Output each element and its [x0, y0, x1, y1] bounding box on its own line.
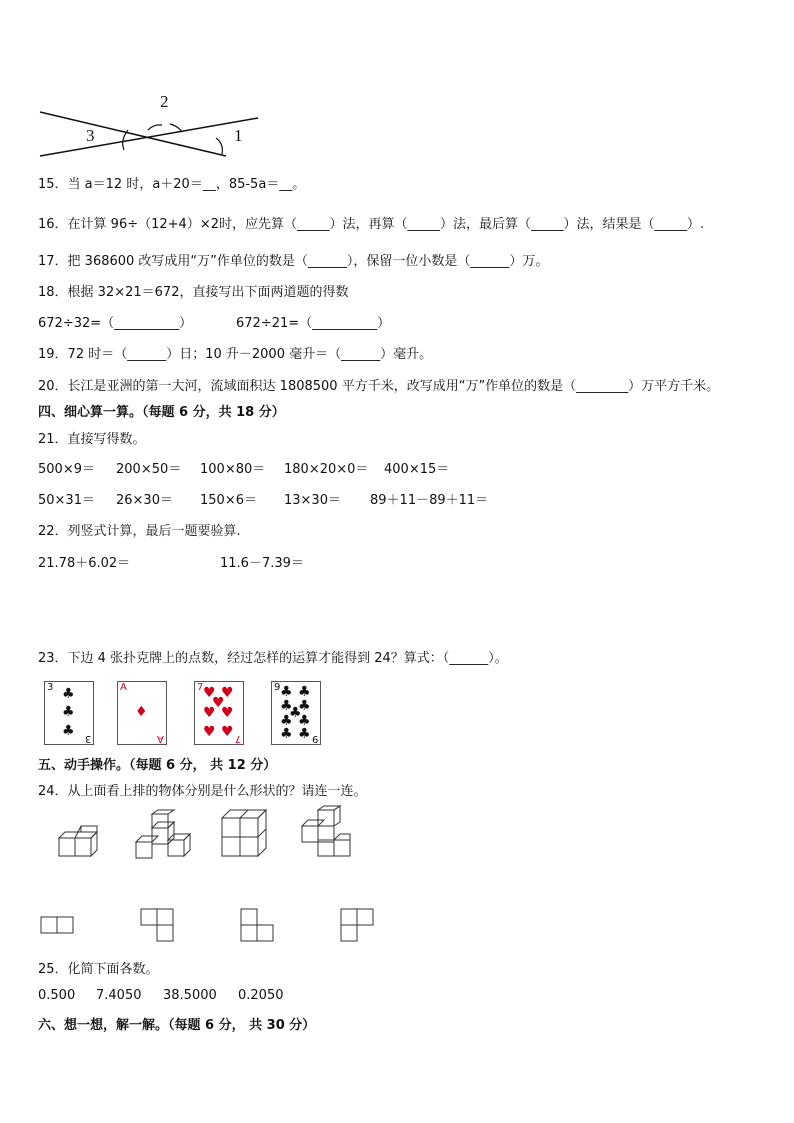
q21-r1-c3: 100×80＝ [200, 462, 266, 477]
club-icon: ♣ [298, 684, 311, 700]
question-20: 20．长江是亚洲的第一大河，流域面积达 1808500 平方千米，改写成用“万”作单位的数是（________）万平方千米。 [38, 379, 720, 394]
heart-icon: ♥ [221, 705, 234, 721]
cube-object-4 [298, 806, 354, 858]
playing-card-a-diamonds [117, 681, 167, 745]
question-16: 16．在计算 96÷（12+4）×2时，应先算（_____）法，再算（_____）法，最后算（_____）法，结果是（_____）. [38, 217, 705, 232]
club-icon: ♣ [62, 686, 75, 702]
question-15: 15．当 a＝12 时，a＋20＝__，85-5a＝__。 [38, 177, 306, 192]
q25-item-1: 0.500 [38, 988, 76, 1003]
angle-label-2: 2 [160, 92, 169, 111]
q21-r1-c2: 200×50＝ [116, 462, 182, 477]
section-5-heading: 五、动手操作。（每题 6 分， 共 12 分） [38, 758, 277, 773]
card-rank: 7 [197, 682, 204, 693]
club-icon: ♣ [280, 698, 293, 714]
angle-arc-2b [170, 124, 182, 132]
club-icon: ♣ [289, 705, 302, 721]
heart-icon: ♥ [203, 724, 216, 740]
question-22-item-2: 11.6－7.39＝ [220, 556, 304, 571]
club-icon: ♣ [280, 713, 293, 729]
angle-line-a [40, 112, 226, 156]
question-18-item-2: 672÷21=（__________） [236, 316, 391, 331]
club-icon: ♣ [298, 726, 311, 742]
q21-r2-c4: 13×30＝ [284, 493, 341, 508]
cube-object-3 [220, 808, 270, 860]
card-rank: 9 [311, 733, 318, 744]
q21-r2-c3: 150×6＝ [200, 493, 257, 508]
heart-icon: ♥ [203, 685, 216, 701]
q25-item-2: 7.4050 [96, 988, 142, 1003]
question-17: 17．把 368600 改写成用“万”作单位的数是（______），保留一位小数是（______）万。 [38, 254, 549, 269]
club-icon: ♣ [298, 713, 311, 729]
club-icon: ♣ [62, 704, 75, 720]
cube-object-2 [134, 810, 190, 862]
card-rank: A [120, 682, 127, 693]
top-view-shape-2 [140, 908, 180, 948]
angle-arc-2a [148, 125, 162, 130]
diamond-icon: ♦ [135, 704, 148, 720]
top-view-shape-4 [340, 908, 380, 948]
card-rank: A [157, 733, 164, 744]
angle-label-3: 3 [86, 126, 95, 145]
angle-arc-1 [216, 138, 222, 154]
question-24: 24．从上面看上排的物体分别是什么形状的？请连一连。 [38, 784, 367, 799]
question-22-item-1: 21.78＋6.02＝ [38, 556, 131, 571]
top-view-shape-1 [40, 916, 80, 940]
angle-line-b [40, 118, 258, 156]
q25-item-3: 38.5000 [163, 988, 217, 1003]
section-4-heading: 四、细心算一算。（每题 6 分，共 18 分） [38, 405, 285, 420]
q21-r1-c4: 180×20×0＝ [284, 462, 369, 477]
q21-r1-c5: 400×15＝ [384, 462, 450, 477]
card-rank: 3 [47, 682, 54, 693]
question-18-item-1: 672÷32=（__________） [38, 316, 193, 331]
angle-label-1: 1 [234, 126, 243, 145]
card-rank: 7 [234, 733, 241, 744]
playing-card-9-clubs [271, 681, 321, 745]
top-view-shape-3 [240, 908, 280, 948]
q21-r2-c2: 26×30＝ [116, 493, 173, 508]
question-25: 25．化简下面各数。 [38, 962, 159, 977]
heart-icon: ♥ [221, 685, 234, 701]
question-22: 22．列竖式计算，最后一题要验算. [38, 524, 241, 539]
question-23: 23．下边 4 张扑克牌上的点数，经过怎样的运算才能得到 24？算式：（______）。 [38, 651, 508, 666]
q21-r2-c5: 89＋11－89＋11＝ [370, 493, 489, 508]
heart-icon: ♥ [221, 724, 234, 740]
playing-card-3-clubs [44, 681, 94, 745]
club-icon: ♣ [298, 698, 311, 714]
heart-icon: ♥ [212, 695, 225, 711]
q21-r1-c1: 500×9＝ [38, 462, 95, 477]
question-21: 21．直接写得数。 [38, 432, 146, 447]
playing-card-7-hearts [194, 681, 244, 745]
club-icon: ♣ [280, 684, 293, 700]
section-6-heading: 六、想一想，解一解。（每题 6 分， 共 30 分） [38, 1018, 316, 1033]
heart-icon: ♥ [203, 705, 216, 721]
question-19: 19．72 时＝（______）日；10 升－2000 毫升＝（______）毫升。 [38, 347, 433, 362]
q25-item-4: 0.2050 [238, 988, 284, 1003]
club-icon: ♣ [62, 723, 75, 739]
card-rank: 9 [274, 682, 281, 693]
card-rank: 3 [84, 733, 91, 744]
question-18: 18．根据 32×21＝672，直接写出下面两道题的得数 [38, 285, 349, 300]
q21-r2-c1: 50×31＝ [38, 493, 95, 508]
club-icon: ♣ [280, 726, 293, 742]
cube-object-1 [57, 822, 107, 864]
